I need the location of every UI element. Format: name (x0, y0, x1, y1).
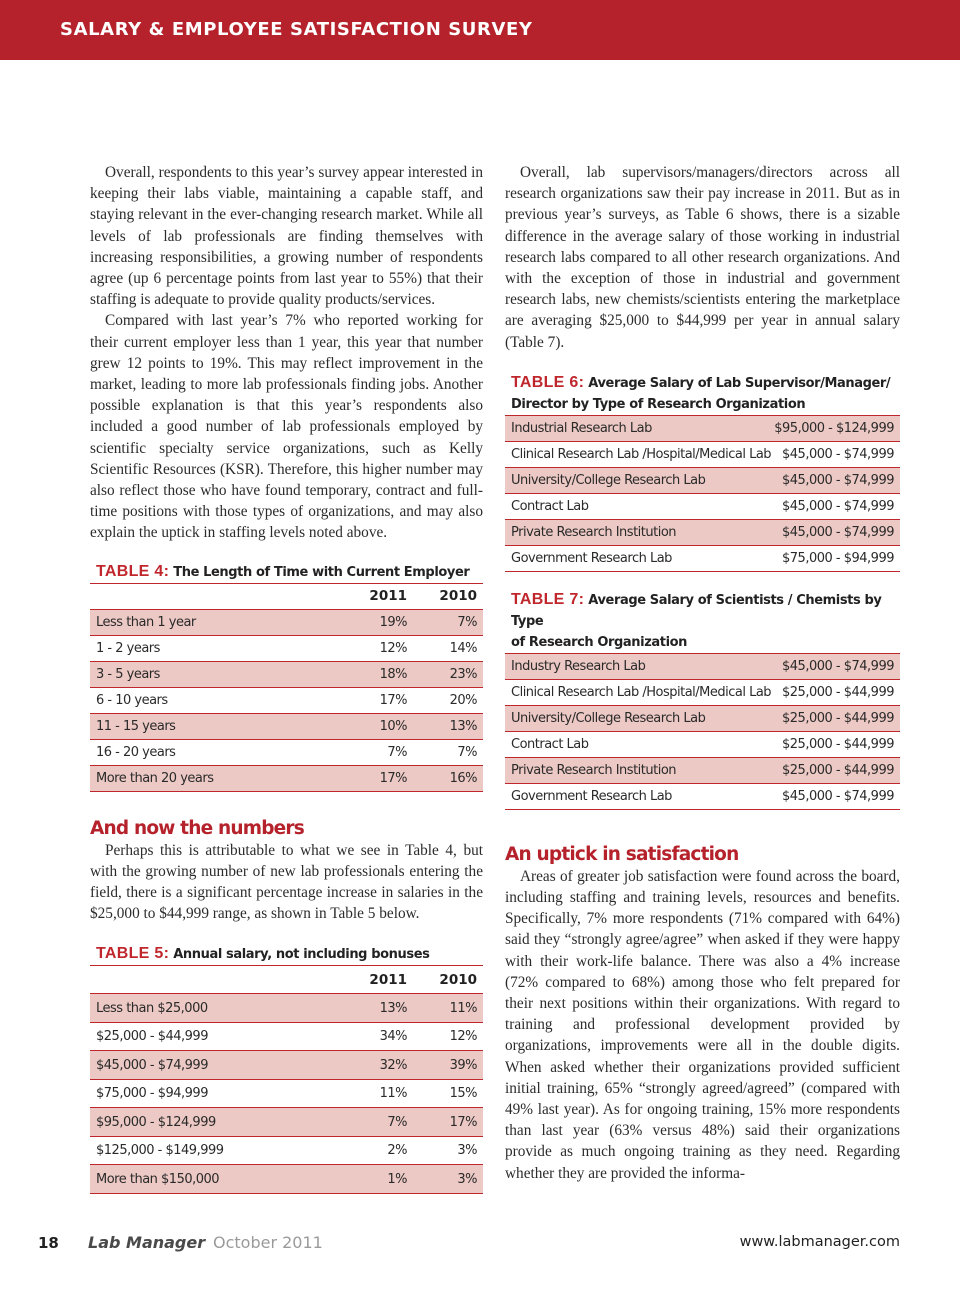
salary-range: $75,000 - $94,999 (782, 550, 894, 566)
table-row (90, 610, 483, 636)
value-2010: 12% (449, 1029, 477, 1045)
magazine-name: Lab Manager (88, 1233, 206, 1252)
page-number: 18 (38, 1234, 59, 1252)
value-2011: 18% (379, 666, 407, 682)
issue-date: October 2011 (213, 1233, 323, 1252)
body-paragraph: Perhaps this is attributable to what we see in Table 4, but with the growing number of new lab professionals entering the field, there is a significant percentage increase in salaries in the $25,000 to $44,999 range, as shown in Table 5 below. (90, 841, 483, 923)
table-caption-line2: Director by Type of Research Organization (511, 396, 806, 412)
salary-range: $25,000 - $44,999 (782, 736, 894, 752)
row-label: 16 - 20 years (96, 744, 176, 760)
col-header-2011: 2011 (369, 588, 407, 605)
section-heading: And now the numbers (90, 817, 304, 839)
table-row (505, 416, 900, 442)
table-title (90, 944, 483, 965)
value-2011: 17% (379, 692, 407, 708)
table-number: TABLE 4: (96, 562, 170, 580)
body-paragraph: Areas of greater job satisfaction were found across the board, including staffing and training levels, resources and benefits. Specifically, 7% more respondents (71% compared with 64%) said they “strongly agree/agree” when asked if they were happy with their work-life balance. There was also a 4% increase (72% compared to 68%) among those who felt prepared for their next positions within their organizations. With regard to training and professional development provided by organizations, improvements were all in the double digits. When asked whether their organizations provided sufficient initial training, 65% “strongly agreed/agreed” (compared with 49% last year). As for ongoing training, 15% more respondents than last year (63% versus 48%) said their organizations provide as much ongoing training as they need. Regarding whether they are provided the informa- (505, 867, 900, 1182)
row-label: Clinical Research Lab /Hospital/Medical Lab (511, 684, 772, 700)
table-row (90, 766, 483, 792)
header-bar (0, 0, 960, 60)
value-2011: 7% (387, 1114, 407, 1130)
table-row (505, 706, 900, 732)
table-body (505, 415, 900, 572)
salary-range: $45,000 - $74,999 (782, 472, 894, 488)
table-row (90, 1080, 483, 1109)
table-row (505, 680, 900, 706)
table-caption: Average Salary of Scientists / Chemists by Type (511, 592, 882, 629)
table-row (90, 636, 483, 662)
value-2010: 7% (457, 744, 477, 760)
col-header-2011: 2011 (369, 971, 407, 988)
value-2011: 12% (379, 640, 407, 656)
value-2010: 11% (449, 1000, 477, 1016)
value-2010: 15% (449, 1086, 477, 1102)
table-row (90, 1023, 483, 1052)
row-label: Private Research Institution (511, 524, 677, 540)
value-2011: 1% (387, 1171, 407, 1187)
salary-range: $25,000 - $44,999 (782, 710, 894, 726)
row-label: University/College Research Lab (511, 710, 706, 726)
salary-range: $45,000 - $74,999 (782, 788, 894, 804)
row-label: Contract Lab (511, 736, 589, 752)
value-2011: 11% (379, 1086, 407, 1102)
value-2010: 20% (449, 692, 477, 708)
row-label: Government Research Lab (511, 550, 672, 566)
row-label: 3 - 5 years (96, 666, 160, 682)
table-header (90, 965, 483, 994)
row-label: $25,000 - $44,999 (96, 1029, 208, 1045)
table-row (505, 758, 900, 784)
table-row (90, 740, 483, 766)
section-heading: An uptick in satisfaction (505, 843, 739, 865)
value-2010: 14% (449, 640, 477, 656)
value-2010: 16% (449, 770, 477, 786)
row-label: $75,000 - $94,999 (96, 1086, 208, 1102)
row-label: More than 20 years (96, 770, 214, 786)
table-row (90, 1108, 483, 1137)
right-column (505, 162, 900, 1184)
body-paragraph: Compared with last year’s 7% who reported working for their current employer less than 1 year, this year that number grew 12 points to 19%. This may reflect improvement in the market, leading to more lab professionals finding jobs. Another possible explanation is that this year’s respondents also included a good number of lab professionals employed by scientific specialty service organizations, such as Kelly Scientific Resources (KSR). Therefore, this higher number may also reflect those who have found temporary, contract and full-time positions with those types of organizations, and may also explain the uptick in staffing levels noted above. (90, 312, 483, 542)
row-label: Industrial Research Lab (511, 420, 652, 436)
value-2011: 2% (387, 1143, 407, 1159)
row-label: Less than $25,000 (96, 1000, 208, 1016)
row-label: 6 - 10 years (96, 692, 168, 708)
website-url: www.labmanager.com (739, 1234, 900, 1250)
row-label: Clinical Research Lab /Hospital/Medical Lab (511, 446, 772, 462)
table-row (505, 732, 900, 758)
value-2010: 23% (449, 666, 477, 682)
table-title (505, 590, 900, 653)
value-2011: 32% (379, 1057, 407, 1073)
table-caption: Annual salary, not including bonuses (173, 947, 430, 963)
table-row (505, 520, 900, 546)
table-number: TABLE 7: (511, 590, 585, 608)
table-body (90, 610, 483, 792)
table-row (90, 1137, 483, 1166)
col-header-2010: 2010 (439, 588, 477, 605)
table-row (505, 494, 900, 520)
row-label: University/College Research Lab (511, 472, 706, 488)
table-row (505, 442, 900, 468)
salary-range: $45,000 - $74,999 (782, 498, 894, 514)
value-2010: 17% (449, 1114, 477, 1130)
salary-range: $45,000 - $74,999 (782, 658, 894, 674)
salary-range: $45,000 - $74,999 (782, 524, 894, 540)
value-2011: 13% (379, 1000, 407, 1016)
table-row (90, 662, 483, 688)
table-number: TABLE 6: (511, 373, 585, 391)
value-2010: 39% (449, 1057, 477, 1073)
table-caption: Average Salary of Lab Supervisor/Manager/ (588, 375, 891, 391)
table-caption-line2: of Research Organization (511, 634, 688, 650)
col-header-2010: 2010 (439, 971, 477, 988)
table-row (505, 546, 900, 572)
value-2011: 34% (379, 1029, 407, 1045)
body-paragraph: Overall, lab supervisors/managers/directors across all research organizations saw their pay increase in 2011. But as in previous year’s surveys, as Table 6 shows, there is a sizable difference in the average salary of those working in industrial research labs compared to all other research organizations. And with the exception of those in industrial and government research labs, new chemists/scientists entering the marketplace are averaging $25,000 to $44,999 per year in annual salary (Table 7). (505, 164, 900, 351)
row-label: More than $150,000 (96, 1171, 220, 1187)
table-row (505, 468, 900, 494)
table-row (505, 654, 900, 680)
body-paragraph: Overall, respondents to this year’s survey appear interested in keeping their labs viable, maintaining a capable staff, and staying relevant in the ever-changing research market. While all levels of lab professionals are finding themselves with increasing responsibilities, a growing number of respondents agree (up 6 percentage points from last year to 55%) that their staffing is adequate to provide quality products/services. (90, 164, 483, 309)
row-label: $95,000 - $124,999 (96, 1114, 216, 1130)
salary-range: $45,000 - $74,999 (782, 446, 894, 462)
row-label: Contract Lab (511, 498, 589, 514)
salary-range: $95,000 - $124,999 (774, 420, 894, 436)
table-caption: The Length of Time with Current Employer (173, 564, 470, 580)
value-2011: 19% (379, 614, 407, 630)
table-row (90, 1165, 483, 1194)
row-label: Government Research Lab (511, 788, 672, 804)
value-2011: 17% (379, 770, 407, 786)
row-label: Less than 1 year (96, 614, 196, 630)
left-column (90, 162, 483, 1194)
row-label: 11 - 15 years (96, 718, 176, 734)
table-row (90, 994, 483, 1023)
row-label: 1 - 2 years (96, 640, 160, 656)
value-2010: 3% (457, 1143, 477, 1159)
value-2010: 7% (457, 614, 477, 630)
row-label: Industry Research Lab (511, 658, 646, 674)
row-label: $125,000 - $149,999 (96, 1143, 224, 1159)
value-2010: 3% (457, 1171, 477, 1187)
value-2010: 13% (449, 718, 477, 734)
table-title (505, 373, 900, 415)
table-row (90, 714, 483, 740)
table-row (90, 688, 483, 714)
table-7 (505, 590, 900, 810)
row-label: $45,000 - $74,999 (96, 1057, 208, 1073)
table-body (90, 994, 483, 1194)
table-title (90, 562, 483, 583)
salary-range: $25,000 - $44,999 (782, 684, 894, 700)
table-header (90, 583, 483, 610)
salary-range: $25,000 - $44,999 (782, 762, 894, 778)
table-5 (90, 944, 483, 1194)
table-row (90, 1051, 483, 1080)
table-row (505, 784, 900, 810)
value-2011: 7% (387, 744, 407, 760)
row-label: Private Research Institution (511, 762, 677, 778)
table-4 (90, 562, 483, 792)
section-title: SALARY & EMPLOYEE SATISFACTION SURVEY (60, 19, 533, 40)
table-number: TABLE 5: (96, 945, 170, 963)
table-body (505, 653, 900, 810)
value-2011: 10% (379, 718, 407, 734)
table-6 (505, 373, 900, 572)
